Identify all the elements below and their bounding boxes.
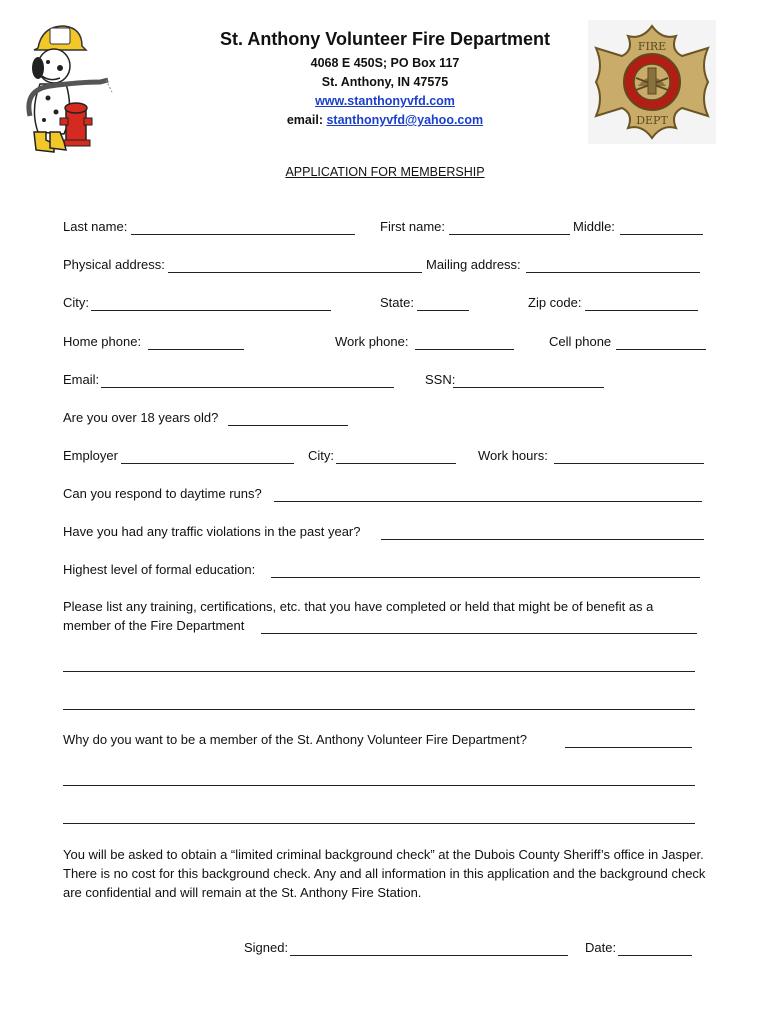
address-line-2: St. Anthony, IN 47575 (321, 75, 449, 89)
over-18-field[interactable] (228, 425, 348, 426)
email-field-label: Email: (63, 372, 100, 387)
traffic-violations-label: Have you had any traffic violations in the past year? (63, 524, 361, 539)
page-title: St. Anthony Volunteer Fire Department (219, 29, 551, 49)
dalmatian-firefighter-icon (20, 20, 115, 160)
first-name-field[interactable] (449, 234, 570, 235)
daytime-runs-label: Can you respond to daytime runs? (63, 486, 262, 501)
employer-label: Employer (63, 448, 118, 463)
why-member-field-line-2[interactable] (63, 785, 695, 786)
employer-field[interactable] (121, 463, 294, 464)
last-name-field[interactable] (131, 234, 355, 235)
website-link[interactable]: www.stanthonyvfd.com (315, 94, 455, 108)
first-name-label: First name: (380, 219, 446, 234)
cell-phone-label: Cell phone (549, 334, 612, 349)
zip-code-field[interactable] (585, 310, 698, 311)
middle-name-label: Middle: (573, 219, 615, 234)
training-field-line-1[interactable] (261, 633, 697, 634)
cell-phone-field[interactable] (616, 349, 706, 350)
training-field-line-2[interactable] (63, 671, 695, 672)
fire-department-maltese-cross-emblem (588, 20, 716, 144)
employer-city-field[interactable] (336, 463, 456, 464)
work-phone-label: Work phone: (335, 334, 409, 349)
home-phone-field[interactable] (148, 349, 244, 350)
email-link[interactable]: stanthonyvfd@yahoo.com (326, 113, 484, 127)
physical-address-field[interactable] (168, 272, 422, 273)
work-phone-field[interactable] (415, 349, 514, 350)
city-label: City: (63, 295, 89, 310)
emblem-top-text: FIRE (637, 40, 667, 53)
last-name-label: Last name: (63, 219, 128, 234)
physical-address-label: Physical address: (63, 257, 165, 272)
work-hours-label: Work hours: (478, 448, 548, 463)
state-field[interactable] (417, 310, 469, 311)
work-hours-field[interactable] (554, 463, 704, 464)
ssn-label: SSN: (425, 372, 456, 387)
middle-name-field[interactable] (620, 234, 703, 235)
education-label: Highest level of formal education: (63, 562, 256, 577)
education-field[interactable] (271, 577, 700, 578)
signed-label: Signed: (244, 940, 289, 955)
ssn-field[interactable] (453, 387, 604, 388)
mailing-address-label: Mailing address: (426, 257, 521, 272)
emblem-bottom-text: DEPT (636, 114, 668, 127)
date-label: Date: (585, 940, 617, 955)
mailing-address-field[interactable] (526, 272, 700, 273)
form-title: APPLICATION FOR MEMBERSHIP (285, 165, 485, 179)
why-member-field-line-1[interactable] (565, 747, 692, 748)
city-field[interactable] (91, 310, 331, 311)
email-field[interactable] (101, 387, 394, 388)
signature-field[interactable] (290, 955, 568, 956)
employer-city-label: City: (308, 448, 334, 463)
training-field-line-3[interactable] (63, 709, 695, 710)
training-label-line-1: Please list any training, certifications, etc. that you have completed or held that might be of benefit as a (63, 599, 654, 614)
daytime-runs-field[interactable] (274, 501, 702, 502)
zip-code-label: Zip code: (528, 295, 582, 310)
home-phone-label: Home phone: (63, 334, 142, 349)
over-18-label: Are you over 18 years old? (63, 410, 219, 425)
email-label: email: (286, 113, 323, 127)
background-check-notice: You will be asked to obtain a “limited criminal background check” at the Dubois County Sheriff’s office in Jasper. There is no cost for this background check. Any and all information in this application and the background check are confidential and will remain at the St. Anthony Fire Station. (63, 847, 706, 900)
address-line-1: 4068 E 450S; PO Box 117 (310, 56, 460, 70)
date-field[interactable] (618, 955, 692, 956)
why-member-field-line-3[interactable] (63, 823, 695, 824)
state-label: State: (380, 295, 414, 310)
why-member-label: Why do you want to be a member of the St. Anthony Volunteer Fire Department? (63, 732, 527, 747)
traffic-violations-field[interactable] (381, 539, 704, 540)
training-label-line-2: member of the Fire Department (63, 618, 245, 633)
